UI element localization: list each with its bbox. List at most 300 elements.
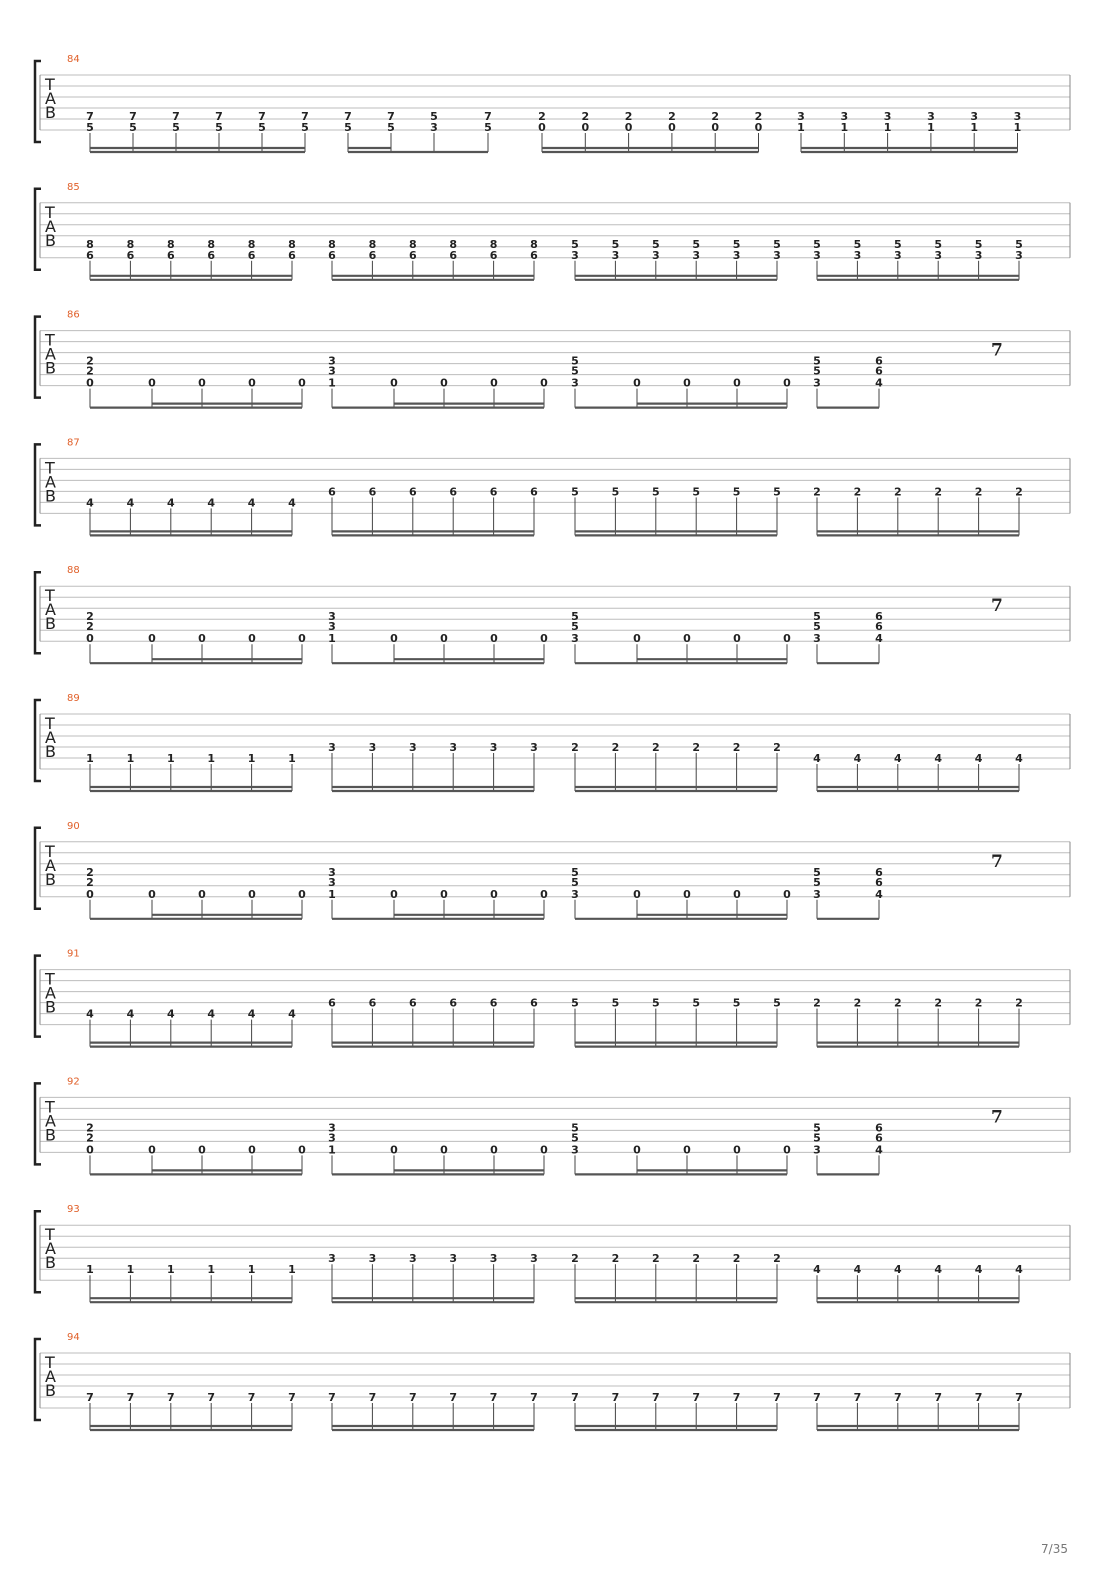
- fret-number: 1: [288, 1263, 296, 1277]
- fret-number: 2: [581, 110, 590, 123]
- clef-letter: T: [45, 841, 55, 861]
- fret-number: 0: [248, 376, 256, 390]
- fret-number: 3: [368, 1252, 377, 1266]
- fret-number: 6: [449, 996, 458, 1010]
- fret-number: 7: [207, 1391, 216, 1404]
- fret-number: 5: [344, 121, 352, 134]
- fret-number: 7: [651, 1391, 660, 1404]
- fret-number: 1: [883, 121, 892, 134]
- fret-number: 7: [344, 110, 352, 123]
- beam-group: [328, 997, 538, 1047]
- fret-number: 4: [126, 496, 135, 510]
- fret-number: 4: [974, 752, 983, 765]
- tab-system-88: [35, 565, 1070, 663]
- fret-number: 3: [408, 741, 417, 754]
- fret-number: 4: [893, 1263, 902, 1277]
- fret-number: 7: [301, 110, 309, 123]
- fret-number: 1: [328, 376, 336, 390]
- clef-letter: A: [45, 89, 56, 108]
- fret-number: 0: [298, 887, 306, 901]
- beam-group: [328, 610, 548, 663]
- fret-number: 5: [301, 121, 309, 134]
- fret-number: 7: [732, 1391, 741, 1404]
- fret-number: 3: [571, 632, 579, 646]
- fret-number: 4: [813, 1263, 821, 1277]
- beam-group: [86, 355, 306, 408]
- clef-letter: B: [45, 997, 56, 1017]
- fret-number: 6: [166, 248, 175, 262]
- fret-number: 0: [86, 1143, 94, 1157]
- fret-number: 3: [1015, 248, 1023, 262]
- fret-number: 3: [489, 741, 498, 754]
- fret-number: 5: [773, 996, 781, 1010]
- bar-number: 89: [67, 693, 80, 704]
- fret-number: 6: [207, 248, 216, 262]
- fret-number: 6: [875, 620, 883, 634]
- fret-number: 4: [86, 1007, 94, 1021]
- beam-group: [86, 866, 306, 919]
- fret-number: 4: [1015, 1263, 1023, 1277]
- fret-number: 1: [166, 752, 175, 765]
- fret-number: 8: [489, 237, 498, 251]
- fret-number: 6: [530, 485, 538, 499]
- fret-number: 5: [813, 1131, 821, 1145]
- tab-system-91: [35, 949, 1070, 1047]
- fret-number: 7: [166, 1391, 175, 1404]
- fret-number: 0: [440, 1143, 448, 1157]
- fret-number: 1: [126, 752, 135, 765]
- fret-number: 3: [530, 741, 538, 754]
- fret-number: 3: [449, 741, 458, 754]
- fret-number: 0: [248, 632, 256, 646]
- clef-letter: B: [45, 358, 56, 378]
- beam-group: [86, 110, 309, 152]
- fret-number: 3: [328, 875, 336, 889]
- fret-number: 2: [692, 1252, 701, 1266]
- fret-number: 3: [328, 354, 336, 368]
- beam-group: [571, 866, 791, 919]
- clef-letter: B: [45, 230, 56, 250]
- fret-number: 5: [773, 485, 781, 499]
- bar-number: 94: [67, 1332, 80, 1343]
- clef-letter: T: [45, 1225, 55, 1245]
- fret-number: 2: [571, 1252, 579, 1266]
- fret-number: 8: [328, 237, 336, 251]
- clef-letter: A: [45, 472, 56, 492]
- fret-number: 3: [927, 110, 935, 123]
- fret-number: 5: [651, 485, 660, 499]
- fret-number: 5: [571, 485, 579, 499]
- beam-group: [571, 485, 781, 535]
- fret-number: 5: [732, 996, 741, 1010]
- tab-system-93: [35, 1204, 1070, 1302]
- clef-letter: A: [45, 728, 56, 747]
- fret-number: 8: [126, 237, 135, 251]
- clef-letter: T: [45, 75, 55, 94]
- fret-number: 5: [813, 875, 821, 889]
- fret-number: 0: [581, 121, 590, 134]
- fret-number: 5: [571, 610, 579, 624]
- clef-letter: T: [45, 1097, 55, 1117]
- clef-letter: B: [45, 1381, 56, 1400]
- beam-group: [86, 610, 306, 663]
- beam-group: [86, 238, 296, 280]
- fret-number: 6: [288, 248, 296, 262]
- fret-number: 0: [540, 887, 548, 901]
- fret-number: 5: [571, 620, 579, 634]
- fret-number: 3: [328, 364, 336, 378]
- fret-number: 4: [934, 752, 943, 765]
- fret-number: 6: [875, 610, 883, 624]
- fret-number: 0: [490, 1143, 498, 1157]
- fret-number: 0: [538, 121, 546, 134]
- fret-number: 0: [440, 632, 448, 646]
- fret-number: 2: [1015, 996, 1023, 1010]
- fret-number: 4: [813, 752, 821, 765]
- fret-number: 0: [733, 1143, 741, 1157]
- bar-number: 88: [67, 565, 80, 577]
- fret-number: 0: [490, 632, 498, 646]
- bar-number: 93: [67, 1204, 80, 1216]
- fret-number: 0: [198, 887, 206, 901]
- fret-number: 0: [148, 887, 156, 901]
- fret-number: 5: [893, 237, 902, 251]
- beam-group: [86, 1121, 306, 1174]
- fret-number: 6: [530, 996, 538, 1010]
- fret-number: 0: [711, 121, 720, 134]
- fret-number: 0: [633, 887, 641, 901]
- fret-number: 6: [328, 248, 336, 262]
- fret-number: 2: [86, 610, 94, 624]
- fret-number: 0: [624, 121, 633, 134]
- fret-number: 5: [215, 121, 223, 134]
- fret-number: 4: [86, 496, 94, 510]
- fret-number: 5: [692, 237, 701, 251]
- tab-system-94: [35, 1332, 1070, 1430]
- fret-number: 3: [813, 376, 821, 390]
- fret-number: 2: [893, 996, 902, 1010]
- fret-number: 7: [86, 1391, 94, 1404]
- fret-number: 3: [813, 887, 821, 901]
- fret-number: 2: [773, 741, 781, 754]
- fret-number: 3: [934, 248, 943, 262]
- fret-number: 1: [840, 121, 849, 134]
- fret-number: 6: [86, 248, 94, 262]
- beam-group: [571, 1121, 791, 1174]
- fret-number: 6: [368, 248, 377, 262]
- eighth-rest: 7: [991, 340, 1003, 361]
- fret-number: 7: [1015, 1391, 1023, 1404]
- fret-number: 3: [408, 1252, 417, 1266]
- fret-number: 2: [571, 741, 579, 754]
- clef-letter: T: [45, 330, 55, 350]
- tab-system-87: [35, 437, 1070, 535]
- fret-number: 7: [126, 1391, 135, 1404]
- clef-letter: A: [45, 855, 56, 875]
- fret-number: 4: [166, 496, 175, 510]
- fret-number: 4: [875, 1143, 883, 1157]
- fret-number: 1: [207, 1263, 216, 1277]
- fret-number: 0: [683, 887, 691, 901]
- tab-system-84: [35, 54, 1070, 152]
- fret-number: 0: [248, 1143, 256, 1157]
- fret-number: 6: [875, 364, 883, 378]
- fret-number: 5: [651, 996, 660, 1010]
- fret-number: 6: [875, 875, 883, 889]
- fret-number: 3: [1013, 110, 1022, 123]
- fret-number: 6: [408, 248, 417, 262]
- fret-number: 6: [368, 996, 377, 1010]
- fret-number: 4: [247, 496, 256, 510]
- tab-system-85: [35, 182, 1070, 280]
- fret-number: 5: [571, 1121, 579, 1135]
- fret-number: 0: [86, 376, 94, 390]
- fret-number: 0: [148, 1143, 156, 1157]
- fret-number: 0: [733, 887, 741, 901]
- tab-system-90: [35, 821, 1070, 919]
- fret-number: 0: [633, 632, 641, 646]
- fret-number: 4: [166, 1007, 175, 1021]
- fret-number: 1: [328, 1143, 336, 1157]
- fret-number: 3: [853, 248, 862, 262]
- clef-letter: A: [45, 600, 56, 620]
- fret-number: 3: [813, 248, 821, 262]
- fret-number: 5: [934, 237, 943, 251]
- fret-number: 0: [540, 1143, 548, 1157]
- fret-number: 7: [773, 1391, 781, 1404]
- fret-number: 3: [883, 110, 892, 123]
- fret-number: 7: [408, 1391, 417, 1404]
- clef-letter: T: [45, 202, 55, 222]
- fret-number: 5: [692, 485, 701, 499]
- fret-number: 7: [288, 1391, 296, 1404]
- fret-number: 0: [490, 887, 498, 901]
- fret-number: 6: [328, 485, 336, 499]
- fret-number: 2: [86, 1131, 94, 1145]
- fret-number: 5: [86, 121, 94, 134]
- clef-letter: B: [45, 869, 56, 889]
- clef-letter: T: [45, 1353, 55, 1372]
- fret-number: 2: [624, 110, 633, 123]
- fret-number: 0: [390, 376, 398, 390]
- clef-letter: T: [45, 586, 55, 606]
- fret-number: 0: [783, 376, 791, 390]
- fret-number: 8: [368, 237, 377, 251]
- fret-number: 3: [328, 620, 336, 634]
- fret-number: 8: [247, 237, 256, 251]
- fret-number: 7: [813, 1391, 821, 1404]
- beam-group: [813, 355, 883, 408]
- beam-group: [571, 1252, 781, 1302]
- fret-number: 3: [840, 110, 849, 123]
- fret-number: 7: [129, 110, 137, 123]
- beam-group: [538, 110, 763, 152]
- fret-number: 3: [692, 248, 701, 262]
- fret-number: 2: [611, 741, 620, 754]
- fret-number: 0: [440, 376, 448, 390]
- fret-number: 5: [571, 1131, 579, 1145]
- fret-number: 2: [773, 1252, 781, 1266]
- fret-number: 7: [387, 110, 395, 123]
- fret-number: 7: [368, 1391, 377, 1404]
- fret-number: 0: [148, 632, 156, 646]
- fret-number: 5: [611, 237, 620, 251]
- fret-number: 2: [538, 110, 546, 123]
- clef-letter: B: [45, 103, 56, 122]
- fret-number: 1: [247, 752, 256, 765]
- beam-group: [328, 741, 538, 791]
- bar-number: 91: [67, 948, 80, 960]
- fret-number: 3: [328, 741, 336, 754]
- fret-number: 2: [853, 485, 862, 499]
- fret-number: 7: [172, 110, 180, 123]
- fret-number: 2: [934, 996, 943, 1010]
- fret-number: 4: [875, 632, 883, 646]
- fret-number: 5: [813, 620, 821, 634]
- fret-number: 0: [86, 632, 94, 646]
- fret-number: 4: [207, 496, 216, 510]
- fret-number: 6: [247, 248, 256, 262]
- fret-number: 0: [298, 1143, 306, 1157]
- fret-number: 4: [247, 1007, 256, 1021]
- fret-number: 3: [571, 248, 579, 262]
- fret-number: 7: [571, 1391, 579, 1404]
- fret-number: 4: [1015, 752, 1023, 765]
- fret-number: 5: [853, 237, 862, 251]
- fret-number: 4: [207, 1007, 216, 1021]
- fret-number: 3: [571, 1143, 579, 1157]
- tab-system-92: [35, 1076, 1070, 1174]
- fret-number: 8: [408, 237, 417, 251]
- fret-number: 8: [166, 237, 175, 251]
- fret-number: 8: [449, 237, 458, 251]
- fret-number: 7: [934, 1391, 943, 1404]
- fret-number: 6: [489, 485, 498, 499]
- fret-number: 7: [692, 1391, 701, 1404]
- fret-number: 0: [390, 1143, 398, 1157]
- fret-number: 1: [797, 121, 805, 134]
- fret-number: 6: [530, 248, 538, 262]
- fret-number: 1: [126, 1263, 135, 1277]
- fret-number: 7: [974, 1391, 983, 1404]
- fret-number: 2: [86, 1121, 94, 1135]
- fret-number: 5: [571, 354, 579, 368]
- fret-number: 0: [298, 632, 306, 646]
- fret-number: 3: [732, 248, 741, 262]
- fret-number: 1: [86, 752, 94, 765]
- fret-number: 6: [126, 248, 135, 262]
- fret-number: 4: [126, 1007, 135, 1021]
- beam-group: [328, 866, 548, 919]
- fret-number: 8: [530, 237, 538, 251]
- fret-number: 4: [853, 752, 862, 765]
- fret-number: 1: [288, 752, 296, 765]
- fret-number: 3: [368, 741, 377, 754]
- fret-number: 0: [754, 121, 763, 134]
- bar-number: 92: [67, 1076, 80, 1088]
- page-number: 7/35: [1041, 1542, 1068, 1556]
- beam-group: [813, 610, 883, 663]
- fret-number: 1: [207, 752, 216, 765]
- fret-number: 2: [86, 620, 94, 634]
- fret-number: 0: [198, 1143, 206, 1157]
- fret-number: 2: [1015, 485, 1023, 499]
- fret-number: 7: [893, 1391, 902, 1404]
- clef-letter: A: [45, 216, 56, 236]
- fret-number: 5: [1015, 237, 1023, 251]
- fret-number: 2: [86, 865, 94, 879]
- fret-number: 7: [853, 1391, 862, 1404]
- fret-number: 2: [853, 996, 862, 1010]
- fret-number: 7: [449, 1391, 458, 1404]
- fret-number: 3: [430, 121, 438, 134]
- fret-number: 5: [813, 364, 821, 378]
- fret-number: 0: [733, 632, 741, 646]
- fret-number: 4: [875, 887, 883, 901]
- beam-group: [813, 1121, 883, 1174]
- fret-number: 7: [247, 1391, 256, 1404]
- fret-number: 3: [530, 1252, 538, 1266]
- fret-number: 0: [683, 1143, 691, 1157]
- fret-number: 5: [387, 121, 395, 134]
- fret-number: 1: [328, 887, 336, 901]
- fret-number: 6: [449, 485, 458, 499]
- fret-number: 8: [288, 237, 296, 251]
- fret-number: 7: [530, 1391, 538, 1404]
- clef-letter: T: [45, 458, 55, 478]
- fret-number: 5: [129, 121, 137, 134]
- fret-number: 3: [813, 632, 821, 646]
- fret-number: 2: [974, 996, 983, 1010]
- fret-number: 2: [732, 1252, 741, 1266]
- fret-number: 3: [328, 1131, 336, 1145]
- fret-number: 6: [875, 354, 883, 368]
- fret-number: 3: [328, 1121, 336, 1135]
- beam-group: [813, 866, 883, 919]
- clef-letter: B: [45, 614, 56, 634]
- fret-number: 3: [489, 1252, 498, 1266]
- fret-number: 0: [86, 887, 94, 901]
- fret-number: 4: [875, 376, 883, 390]
- fret-number: 8: [86, 237, 94, 251]
- clef-letter: T: [45, 969, 55, 989]
- fret-number: 6: [328, 996, 336, 1010]
- fret-number: 2: [86, 364, 94, 378]
- fret-number: 2: [651, 1252, 660, 1266]
- fret-number: 5: [813, 237, 821, 251]
- beam-group: [344, 110, 492, 152]
- eighth-rest: 7: [991, 1107, 1003, 1128]
- fret-number: 3: [328, 865, 336, 879]
- fret-number: 0: [390, 887, 398, 901]
- clef-letter: A: [45, 983, 56, 1003]
- fret-number: 3: [813, 1143, 821, 1157]
- eighth-rest: 7: [991, 596, 1003, 617]
- beam-group: [571, 741, 781, 791]
- fret-number: 7: [489, 1391, 498, 1404]
- fret-number: 4: [893, 752, 902, 765]
- fret-number: 1: [166, 1263, 175, 1277]
- fret-number: 3: [328, 610, 336, 624]
- fret-number: 5: [692, 996, 701, 1010]
- fret-number: 0: [540, 632, 548, 646]
- fret-number: 2: [651, 741, 660, 754]
- fret-number: 2: [692, 741, 701, 754]
- fret-number: 5: [813, 610, 821, 624]
- clef-letter: A: [45, 344, 56, 364]
- clef-letter: A: [45, 1239, 56, 1259]
- fret-number: 5: [974, 237, 983, 251]
